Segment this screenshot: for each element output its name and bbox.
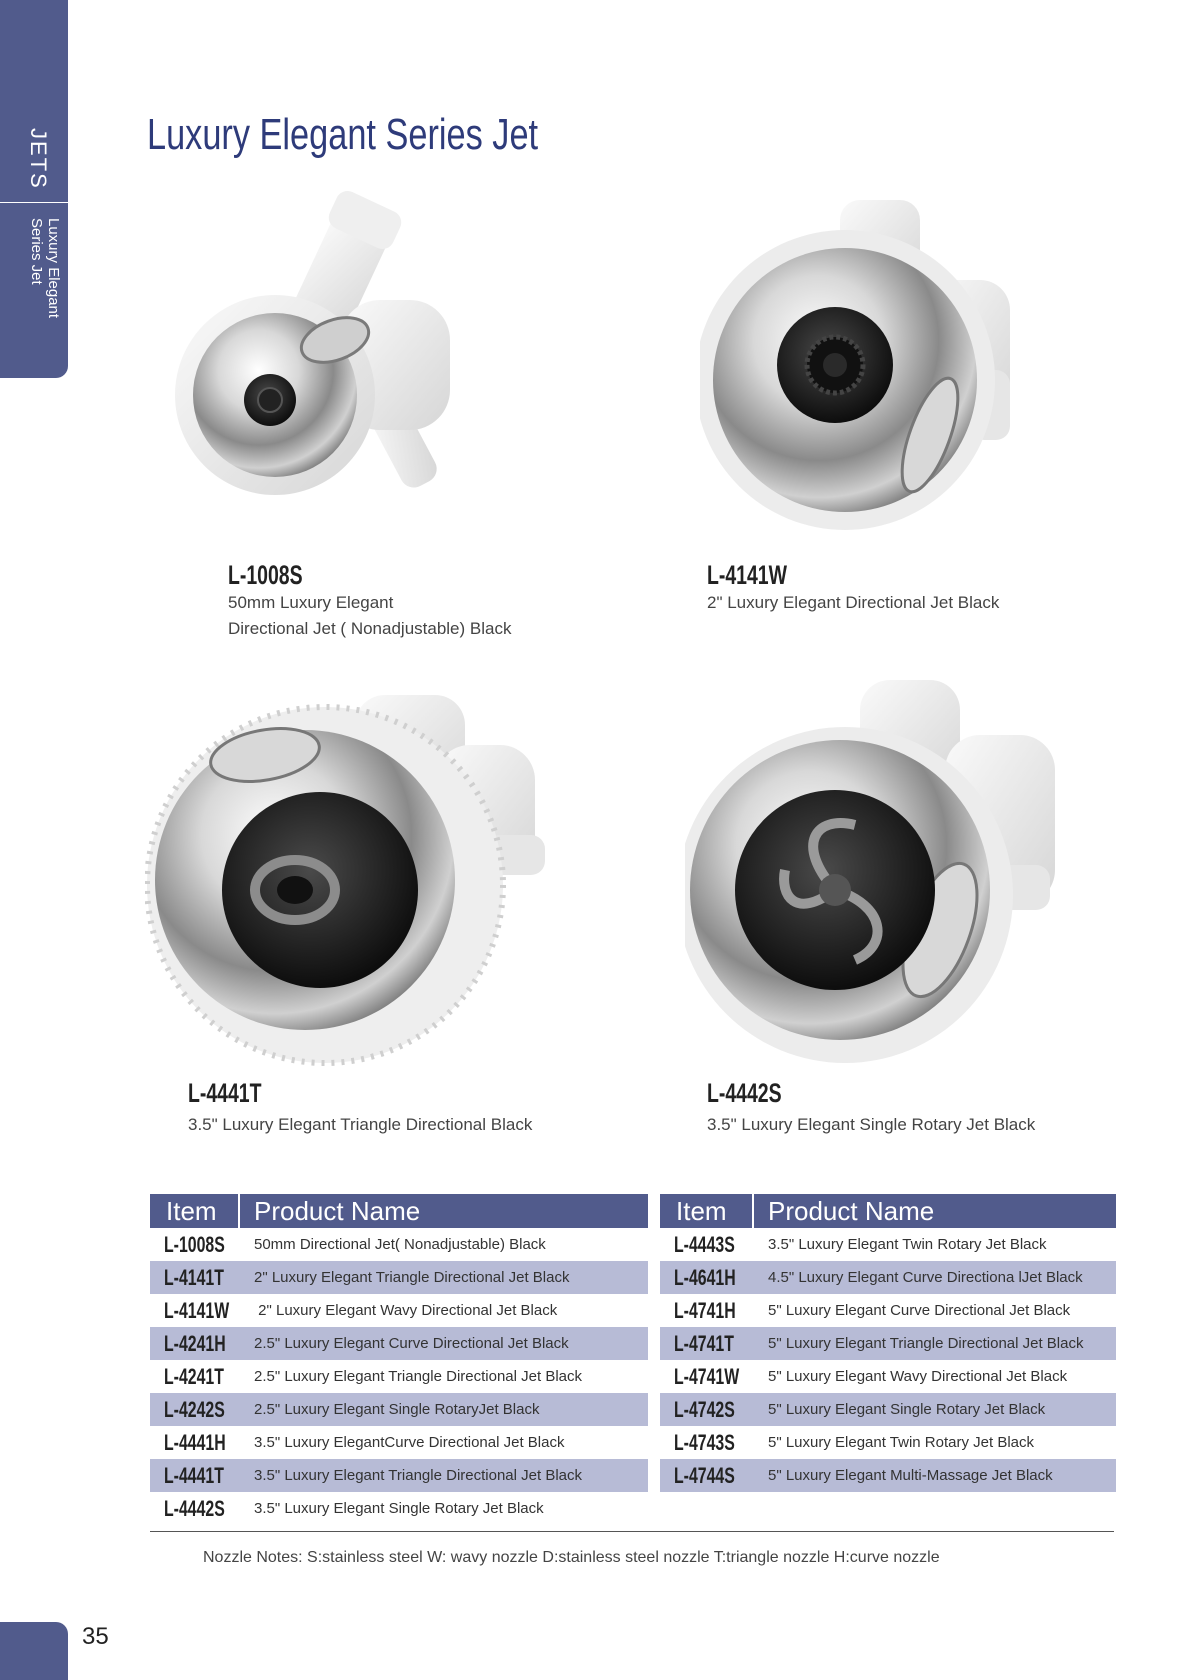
table-row bbox=[150, 1459, 648, 1492]
table-cell-name: 2.5" Luxury Elegant Triangle Directional Jet Black bbox=[254, 1368, 582, 1385]
product-description: 2" Luxury Elegant Directional Jet Black bbox=[707, 593, 1000, 612]
table-cell-item: L-4641H bbox=[674, 1264, 736, 1290]
page-title: Luxury Elegant Series Jet bbox=[147, 110, 539, 159]
table-row bbox=[660, 1459, 1116, 1492]
table-cell-name: 2" Luxury Elegant Wavy Directional Jet Black bbox=[254, 1302, 558, 1319]
product-table-right bbox=[660, 1194, 1116, 1492]
table-cell-name: 2" Luxury Elegant Triangle Directional Jet Black bbox=[254, 1269, 570, 1286]
table-cell-name: 2.5" Luxury Elegant Single RotaryJet Black bbox=[254, 1401, 540, 1418]
table-cell-item: L-4241T bbox=[164, 1363, 224, 1389]
table-cell-name: 3.5" Luxury Elegant Single Rotary Jet Black bbox=[254, 1500, 544, 1517]
table-cell-item: L-4741H bbox=[674, 1297, 736, 1323]
page-number: 35 bbox=[82, 1623, 109, 1650]
table-header-product-name: Product Name bbox=[254, 1195, 421, 1226]
product-image-l4442s bbox=[685, 675, 1075, 1070]
table-cell-name: 5" Luxury Elegant Single Rotary Jet Black bbox=[768, 1401, 1046, 1418]
table-cell-item: L-4141T bbox=[164, 1264, 224, 1290]
table-header-item: Item bbox=[150, 1194, 240, 1228]
table-cell-item: L-4741W bbox=[674, 1363, 740, 1389]
sidebar-subsection-label: Luxury Elegant Series Jet bbox=[28, 218, 62, 319]
table-header bbox=[660, 1194, 1116, 1228]
table-header-product-name: Product Name bbox=[768, 1195, 935, 1226]
table-row bbox=[150, 1261, 648, 1294]
table-cell-name: 5" Luxury Elegant Twin Rotary Jet Black bbox=[768, 1434, 1035, 1451]
product-description: 3.5" Luxury Elegant Single Rotary Jet Black bbox=[707, 1115, 1036, 1134]
table-cell-item: L-4743S bbox=[674, 1429, 735, 1455]
table-cell-name: 5" Luxury Elegant Wavy Directional Jet Black bbox=[768, 1368, 1068, 1385]
table-cell-item: L-4441T bbox=[164, 1462, 224, 1488]
table-cell-name: 2.5" Luxury Elegant Curve Directional Jet Black bbox=[254, 1335, 569, 1352]
table-cell-item: L-4141W bbox=[164, 1297, 230, 1323]
sidebar-divider bbox=[0, 202, 68, 203]
table-cell-item: L-4242S bbox=[164, 1396, 225, 1422]
table-cell-item: L-4241H bbox=[164, 1330, 226, 1356]
table-header bbox=[150, 1194, 648, 1228]
table-row bbox=[660, 1360, 1116, 1393]
table-row bbox=[660, 1393, 1116, 1426]
table-row bbox=[150, 1228, 648, 1261]
product-table-left bbox=[150, 1194, 648, 1525]
table-cell-name: 3.5" Luxury Elegant Triangle Directional Jet Black bbox=[254, 1467, 582, 1484]
nozzle-notes: Nozzle Notes: S:stainless steel W: wavy nozzle D:stainless steel nozzle T:triangle nozzle H:curve nozzle bbox=[203, 1549, 940, 1566]
product-code: L-1008S bbox=[228, 560, 303, 590]
table-cell-item: L-4441H bbox=[164, 1429, 226, 1455]
table-cell-name: 4.5" Luxury Elegant Curve Directiona lJet Black bbox=[768, 1269, 1083, 1286]
product-code: L-4441T bbox=[188, 1078, 262, 1108]
table-cell-item: L-4442S bbox=[164, 1495, 225, 1521]
table-cell-item: L-4744S bbox=[674, 1462, 735, 1488]
table-cell-name: 3.5" Luxury Elegant Twin Rotary Jet Black bbox=[768, 1236, 1047, 1253]
product-image-l1008s bbox=[170, 190, 510, 510]
sidebar-section-label: JETS bbox=[26, 128, 51, 190]
table-row bbox=[660, 1261, 1116, 1294]
product-code: L-4442S bbox=[707, 1078, 782, 1108]
table-cell-name: 5" Luxury Elegant Multi-Massage Jet Black bbox=[768, 1467, 1053, 1484]
product-image-l4141w bbox=[700, 190, 1060, 540]
table-cell-item: L-1008S bbox=[164, 1231, 225, 1257]
table-row bbox=[150, 1492, 648, 1525]
table-cell-item: L-4742S bbox=[674, 1396, 735, 1422]
table-row bbox=[660, 1426, 1116, 1459]
table-cell-name: 5" Luxury Elegant Triangle Directional Jet Black bbox=[768, 1335, 1084, 1352]
table-row bbox=[150, 1426, 648, 1459]
table-cell-item: L-4443S bbox=[674, 1231, 735, 1257]
table-row bbox=[150, 1294, 648, 1327]
table-row bbox=[150, 1327, 648, 1360]
table-header-item: Item bbox=[660, 1194, 754, 1228]
table-bottom-rule bbox=[150, 1531, 1114, 1532]
table-cell-item: L-4741T bbox=[674, 1330, 734, 1356]
table-cell-name: 50mm Directional Jet( Nonadjustable) Black bbox=[254, 1236, 546, 1253]
product-description: 3.5" Luxury Elegant Triangle Directional Black bbox=[188, 1115, 533, 1134]
table-row bbox=[660, 1294, 1116, 1327]
table-cell-name: 3.5" Luxury ElegantCurve Directional Jet Black bbox=[254, 1434, 565, 1451]
table-row bbox=[660, 1327, 1116, 1360]
table-row bbox=[150, 1393, 648, 1426]
table-cell-name: 5" Luxury Elegant Curve Directional Jet Black bbox=[768, 1302, 1071, 1319]
product-image-l4441t bbox=[145, 685, 575, 1070]
table-row bbox=[660, 1228, 1116, 1261]
product-code: L-4141W bbox=[707, 560, 787, 590]
page-number-tab bbox=[0, 1622, 68, 1680]
table-row bbox=[150, 1360, 648, 1393]
product-description: 50mm Luxury Elegant Directional Jet ( Nonadjustable) Black bbox=[228, 593, 512, 638]
